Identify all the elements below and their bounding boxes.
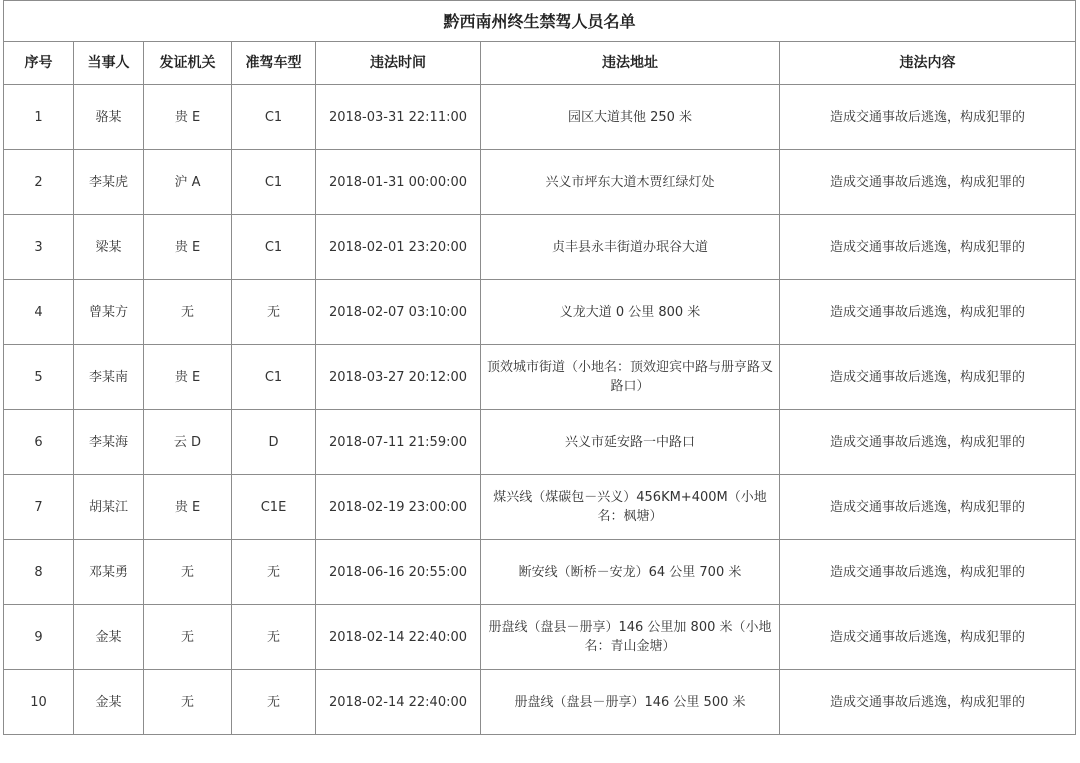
table-row	[4, 280, 1076, 345]
cell-authority: 云 D	[144, 410, 232, 475]
cell-name: 李某虎	[74, 150, 144, 215]
table-row	[4, 540, 1076, 605]
cell-authority: 贵 E	[144, 475, 232, 540]
cell-class: 无	[232, 670, 316, 735]
cell-content: 造成交通事故后逃逸，构成犯罪的	[780, 215, 1076, 280]
cell-authority: 无	[144, 280, 232, 345]
cell-no: 3	[4, 215, 74, 280]
cell-no: 9	[4, 605, 74, 670]
cell-content: 造成交通事故后逃逸，构成犯罪的	[780, 605, 1076, 670]
bottom-gap-cell	[4, 735, 74, 756]
cell-class: 无	[232, 605, 316, 670]
cell-content: 造成交通事故后逃逸，构成犯罪的	[780, 410, 1076, 475]
cell-name: 胡某江	[74, 475, 144, 540]
header-address: 违法地址	[481, 42, 780, 85]
cell-class: C1	[232, 85, 316, 150]
cell-address: 义龙大道 0 公里 800 米	[481, 280, 780, 345]
cell-class: C1	[232, 345, 316, 410]
header-name: 当事人	[74, 42, 144, 85]
cell-name: 李某海	[74, 410, 144, 475]
cell-authority: 贵 E	[144, 85, 232, 150]
cell-class: 无	[232, 280, 316, 345]
cell-time: 2018-02-14 22:40:00	[316, 670, 481, 735]
cell-class: C1	[232, 150, 316, 215]
bottom-gap-cell	[232, 735, 316, 756]
cell-no: 5	[4, 345, 74, 410]
header-authority: 发证机关	[144, 42, 232, 85]
cell-authority: 贵 E	[144, 215, 232, 280]
cell-address: 兴义市延安路一中路口	[481, 410, 780, 475]
cell-authority: 沪 A	[144, 150, 232, 215]
cell-class: D	[232, 410, 316, 475]
cell-no: 7	[4, 475, 74, 540]
cell-time: 2018-07-11 21:59:00	[316, 410, 481, 475]
cell-content: 造成交通事故后逃逸，构成犯罪的	[780, 475, 1076, 540]
table-row	[4, 475, 1076, 540]
cell-class: C1E	[232, 475, 316, 540]
cell-authority: 无	[144, 605, 232, 670]
cell-time: 2018-02-14 22:40:00	[316, 605, 481, 670]
cell-name: 梁某	[74, 215, 144, 280]
table-row	[4, 215, 1076, 280]
document-sheet	[3, 0, 1075, 755]
bottom-gap-row	[4, 735, 1076, 756]
cell-name: 李某南	[74, 345, 144, 410]
table-row	[4, 85, 1076, 150]
cell-no: 6	[4, 410, 74, 475]
cell-time: 2018-02-01 23:20:00	[316, 215, 481, 280]
cell-name: 骆某	[74, 85, 144, 150]
cell-authority: 无	[144, 540, 232, 605]
title-row	[4, 1, 1076, 42]
cell-address: 断安线（断桥－安龙）64 公里 700 米	[481, 540, 780, 605]
cell-time: 2018-02-19 23:00:00	[316, 475, 481, 540]
cell-time: 2018-01-31 00:00:00	[316, 150, 481, 215]
cell-address: 贞丰县永丰街道办珉谷大道	[481, 215, 780, 280]
cell-time: 2018-03-27 20:12:00	[316, 345, 481, 410]
table-title: 黔西南州终生禁驾人员名单	[4, 1, 1076, 42]
cell-class: 无	[232, 540, 316, 605]
cell-no: 8	[4, 540, 74, 605]
cell-class: C1	[232, 215, 316, 280]
cell-no: 10	[4, 670, 74, 735]
cell-content: 造成交通事故后逃逸，构成犯罪的	[780, 150, 1076, 215]
cell-address: 顶效城市街道（小地名：顶效迎宾中路与册亨路叉路口）	[481, 345, 780, 410]
table-row	[4, 670, 1076, 735]
cell-time: 2018-06-16 20:55:00	[316, 540, 481, 605]
cell-name: 曾某方	[74, 280, 144, 345]
cell-no: 4	[4, 280, 74, 345]
table-row	[4, 605, 1076, 670]
bottom-gap-cell	[144, 735, 232, 756]
header-class: 准驾车型	[232, 42, 316, 85]
cell-time: 2018-02-07 03:10:00	[316, 280, 481, 345]
cell-content: 造成交通事故后逃逸，构成犯罪的	[780, 280, 1076, 345]
bottom-gap-cell	[780, 735, 1076, 756]
table-row	[4, 345, 1076, 410]
cell-content: 造成交通事故后逃逸，构成犯罪的	[780, 670, 1076, 735]
cell-address: 煤兴线（煤碳包－兴义）456KM+400M（小地名：枫塘）	[481, 475, 780, 540]
header-row	[4, 42, 1076, 85]
cell-address: 园区大道其他 250 米	[481, 85, 780, 150]
header-time: 违法时间	[316, 42, 481, 85]
bottom-gap-cell	[74, 735, 144, 756]
cell-address: 册盘线（盘县－册享）146 公里加 800 米（小地名：青山金塘）	[481, 605, 780, 670]
cell-content: 造成交通事故后逃逸，构成犯罪的	[780, 540, 1076, 605]
header-content: 违法内容	[780, 42, 1076, 85]
cell-time: 2018-03-31 22:11:00	[316, 85, 481, 150]
cell-no: 1	[4, 85, 74, 150]
cell-address: 兴义市坪东大道木贾红绿灯处	[481, 150, 780, 215]
cell-authority: 贵 E	[144, 345, 232, 410]
cell-address: 册盘线（盘县－册享）146 公里 500 米	[481, 670, 780, 735]
banned-drivers-table	[3, 0, 1076, 755]
cell-name: 邓某勇	[74, 540, 144, 605]
cell-name: 金某	[74, 670, 144, 735]
cell-authority: 无	[144, 670, 232, 735]
cell-name: 金某	[74, 605, 144, 670]
cell-content: 造成交通事故后逃逸，构成犯罪的	[780, 345, 1076, 410]
header-no: 序号	[4, 42, 74, 85]
cell-no: 2	[4, 150, 74, 215]
bottom-gap-cell	[481, 735, 780, 756]
cell-content: 造成交通事故后逃逸，构成犯罪的	[780, 85, 1076, 150]
table-row	[4, 410, 1076, 475]
bottom-gap-cell	[316, 735, 481, 756]
table-row	[4, 150, 1076, 215]
